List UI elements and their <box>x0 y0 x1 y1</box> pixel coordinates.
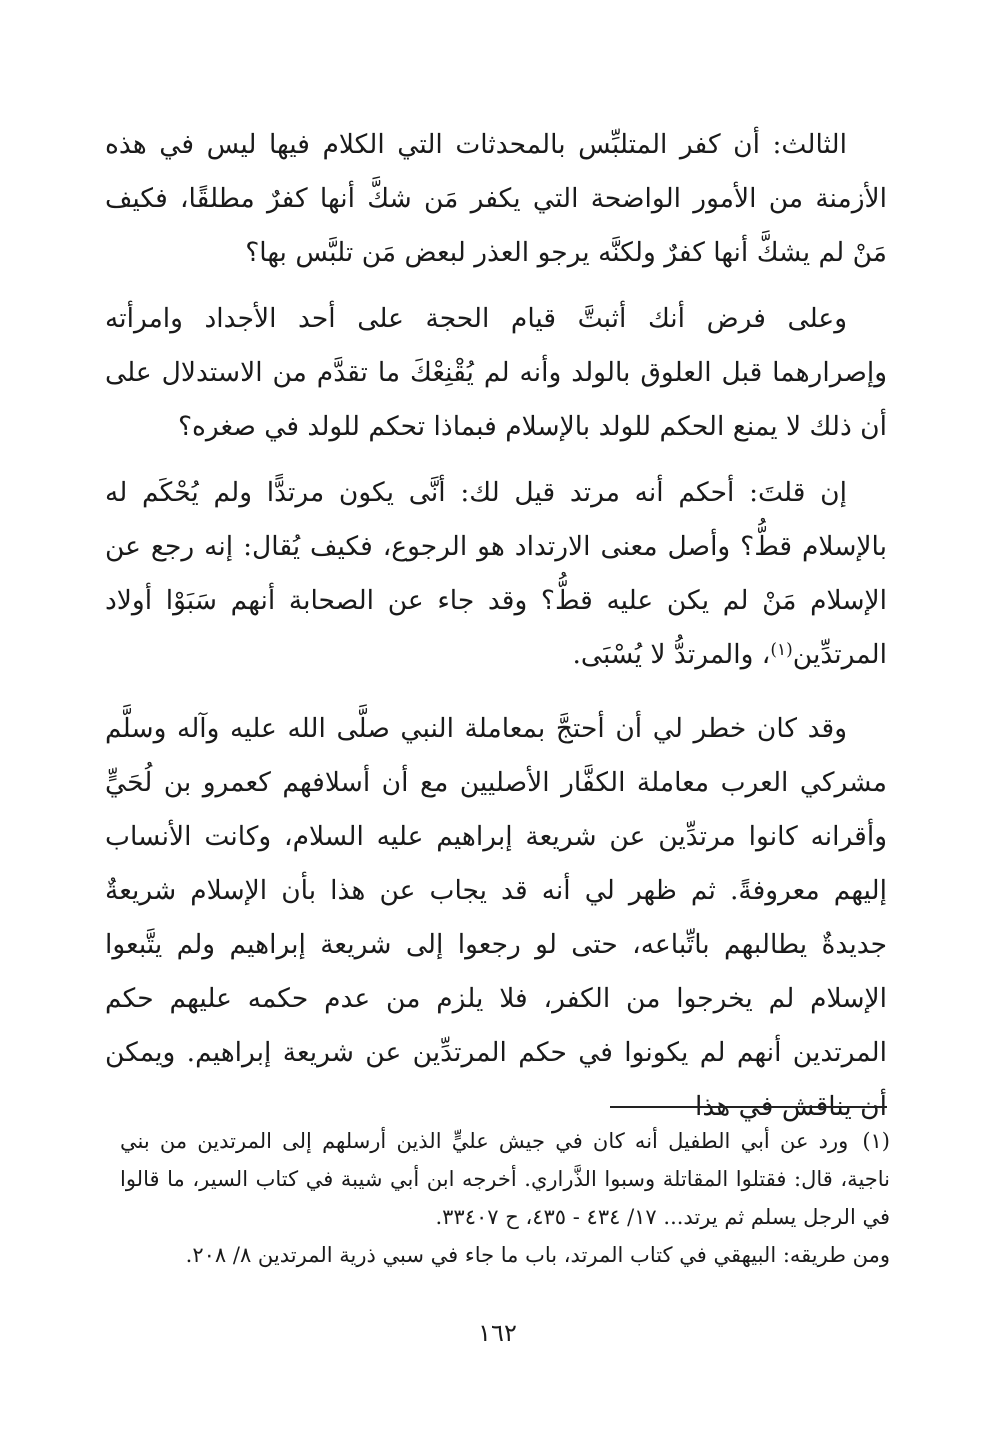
paragraph-3-tail: ، والمرتدُّ لا يُسْبَى. <box>572 639 771 670</box>
footnote-continuation: ومن طريقه: البيهقي في كتاب المرتد، باب ما جاء في سبي ذرية المرتدين ٨/ ٢٠٨. <box>185 1243 890 1267</box>
paragraph-3-text: إن قلتَ: أحكم أنه مرتد قيل لك: أنَّى يكون مرتدًّا ولم يُحْكَم له بالإسلام قطُّ؟ وأصل معنى الارتداد هو الرجوع، فكيف يُقال: إنه رجع عن الإسلام مَنْ لم يكن عليه قطُّ؟ وقد جاء عن الصحابة أنهم سَبَوْا أولاد المرتدِّين <box>105 477 887 670</box>
footnote-1 <box>120 1122 890 1236</box>
page-number: ١٦٢ <box>478 1319 517 1347</box>
footnote-marker: (١) <box>862 1129 890 1153</box>
footnote-text: ورد عن أبي الطفيل أنه كان في جيش عليٍّ الذين أرسلهم إلى المرتدين من بني ناجية، قال: فقتلوا المقاتلة وسبوا الذَّراري. أخرجه ابن أبي شيبة في كتاب السير، ما قالوا في الرجل يسلم ثم يرتد... ١٧/ ٤٣٤ - ٤٣٥، ح ٣٣٤٠٧. <box>120 1129 890 1229</box>
paragraph-3 <box>105 466 887 682</box>
footnotes <box>120 1122 890 1274</box>
paragraph-2: وعلى فرض أنك أثبتَّ قيام الحجة على أحد الأجداد وامرأته وإصرارهما قبل العلوق بالولد وأنه لم يُقْنِعْكَ ما تقدَّم من الاستدلال على أن ذلك لا يمنع الحكم للولد بالإسلام فبماذا تحكم للولد في صغره؟ <box>105 303 887 442</box>
main-text <box>105 118 887 1152</box>
footnote-reference: (١) <box>770 640 793 660</box>
paragraph-4: وقد كان خطر لي أن أحتجَّ بمعاملة النبي صلَّى الله عليه وآله وسلَّم مشركي العرب معاملة الكفَّار الأصليين مع أن أسلافهم كعمرو بن لُحَيٍّ وأقرانه كانوا مرتدِّين عن شريعة إبراهيم عليه السلام، وكانت الأنساب إليهم معروفةً. ثم ظهر لي أنه قد يجاب عن هذا بأن الإسلام شريعةٌ جديدةٌ يطالبهم باتِّباعه، حتى لو رجعوا إلى شريعة إبراهيم ولم يتَّبعوا الإسلام لم يخرجوا من الكفر، فلا يلزم من عدم حكمه عليهم حكم المرتدين أنهم لم يكونوا في حكم المرتدِّين عن شريعة إبراهيم. ويمكن أن يناقش في هذا <box>105 713 887 1122</box>
footnote-divider <box>610 1106 887 1108</box>
paragraph-1: الثالث: أن كفر المتلبِّس بالمحدثات التي الكلام فيها ليس في هذه الأزمنة من الأمور الواضحة التي يكفر مَن شكَّ أنها كفرٌ مطلقًا، فكيف مَنْ لم يشكَّ أنها كفرٌ ولكنَّه يرجو العذر لبعض مَن تلبَّس بها؟ <box>105 129 887 268</box>
